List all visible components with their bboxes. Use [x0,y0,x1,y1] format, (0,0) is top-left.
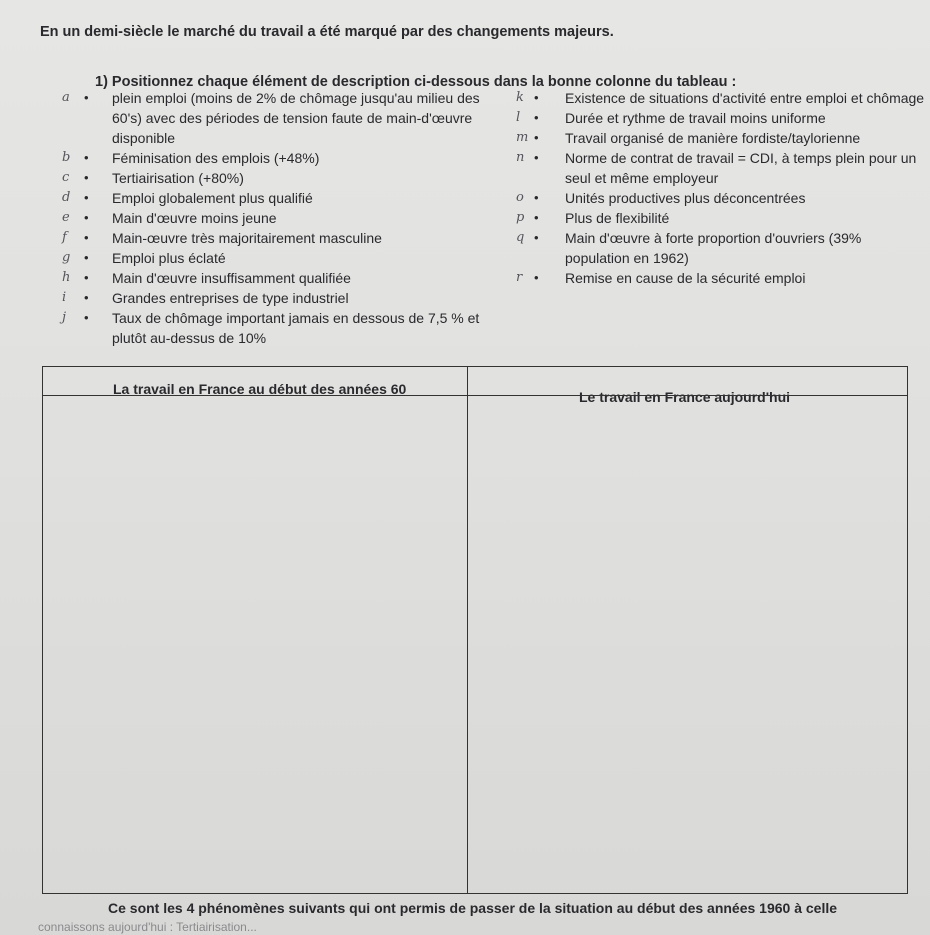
item-text: Main d'œuvre moins jeune [112,210,277,226]
item-text: Existence de situations d'activité entre emploi et chômage [565,90,925,106]
item-letter: m [516,130,529,145]
item-text: Durée et rythme de travail moins uniforme [565,110,826,126]
item-letter: h [62,270,71,285]
item-text: Tertiairisation (+80%) [112,170,244,186]
item-letter: f [62,230,67,245]
bullet-icon: • [84,250,89,265]
list-item [62,248,492,268]
bullet-icon: • [84,150,89,165]
question-1: 1) Positionnez chaque élément de description ci-dessous dans la bonne colonne du tableau : [95,74,737,90]
item-text: Emploi plus éclaté [112,250,226,266]
list-item [516,208,926,228]
item-letter: l [516,110,521,125]
item-text: Féminisation des emplois (+48%) [112,150,320,166]
column-header-today: Le travail en France aujourd'hui [579,389,791,405]
item-text: Travail organisé de manière fordiste/taylorienne [565,130,861,146]
item-text: Emploi globalement plus qualifié [112,190,313,206]
item-text: Unités productives plus déconcentrées [565,190,806,206]
bullet-icon: • [534,130,539,145]
bullet-icon: • [534,150,539,165]
item-letter: g [62,250,71,265]
item-text: Norme de contrat de travail = CDI, à temps plein pour un seul et même employeur [565,150,917,186]
intro-text: En un demi-siècle le marché du travail a été marqué par des changements majeurs. [40,24,614,40]
item-letter: i [62,290,67,305]
bullet-icon: • [84,290,89,305]
item-letter: p [516,210,525,225]
bullet-icon: • [84,230,89,245]
list-item [516,268,926,288]
bullet-icon: • [534,90,539,105]
item-letter: b [62,150,71,165]
item-text: Plus de flexibilité [565,210,670,226]
list-item [516,88,926,108]
list-item [62,268,492,288]
item-letter: r [516,270,523,285]
list-item [62,88,492,148]
answer-table [42,366,908,894]
column-divider [467,367,468,893]
list-item [62,148,492,168]
bullet-icon: • [84,210,89,225]
item-letter: d [62,190,71,205]
bullet-icon: • [534,190,539,205]
bullet-icon: • [84,190,89,205]
item-letter: a [62,90,70,105]
item-text: plein emploi (moins de 2% de chômage jusqu'au milieu des 60's) avec des périodes de tension faute de main-d'œuvre disponible [112,90,480,146]
item-text: Remise en cause de la sécurité emploi [565,270,806,286]
list-item [516,128,926,148]
list-item [62,208,492,228]
footer-sentence-continued: connaissons aujourd'hui : Tertiairisation... [38,920,257,934]
item-text: Grandes entreprises de type industriel [112,290,349,306]
list-item [62,188,492,208]
bullet-icon: • [84,170,89,185]
bullet-icon: • [84,310,89,325]
list-item [516,148,926,188]
list-item [62,168,492,188]
item-text: Main d'œuvre à forte proportion d'ouvriers (39% population en 1962) [565,230,862,266]
left-item-list [62,88,492,348]
footer-sentence: Ce sont les 4 phénomènes suivants qui ont permis de passer de la situation au début des années 1960 à celle [108,900,838,916]
item-letter: e [62,210,70,225]
item-letter: c [62,170,70,185]
list-item [516,188,926,208]
bullet-icon: • [84,270,89,285]
header-divider [43,395,907,396]
item-text: Taux de chômage important jamais en dessous de 7,5 % et plutôt au-dessus de 10% [112,310,480,346]
item-letter: j [62,310,67,325]
right-item-list [516,88,926,288]
bullet-icon: • [534,110,539,125]
list-item [516,228,926,268]
list-item [62,308,492,348]
list-item [62,288,492,308]
column-header-1960s: La travail en France au début des années 60 [113,381,407,397]
item-letter: k [516,90,524,105]
item-letter: q [516,230,525,245]
item-text: Main-œuvre très majoritairement masculine [112,230,382,246]
bullet-icon: • [534,210,539,225]
list-item [62,228,492,248]
list-item [516,108,926,128]
item-letter: n [516,150,525,165]
item-text: Main d'œuvre insuffisamment qualifiée [112,270,351,286]
bullet-icon: • [84,90,89,105]
bullet-icon: • [534,270,539,285]
bullet-icon: • [534,230,539,245]
item-letter: o [516,190,524,205]
